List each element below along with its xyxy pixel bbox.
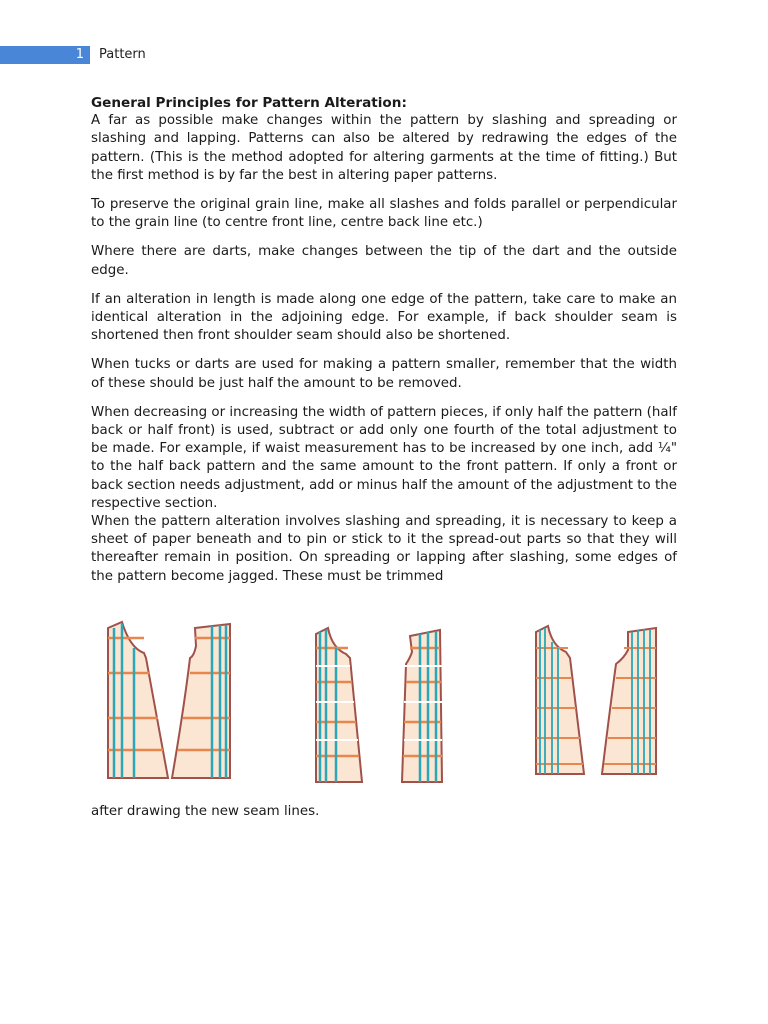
closing-sentence: after drawing the new seam lines.	[91, 804, 320, 819]
header-title: Pattern	[99, 47, 146, 62]
paragraph: When tucks or darts are used for making a pattern smaller, remember that the width of these should be just half the amount to be removed.	[91, 357, 677, 391]
pattern-pair-1	[108, 622, 230, 778]
paragraph: When the pattern alteration involves slashing and spreading, it is necessary to keep a sheet of paper beneath and to pin or stick to it the spread-out parts so that they will thereafter remain in position. On spreading or lapping after slashing, some edges of the pattern become jagged. These must be trimmed	[91, 514, 677, 584]
back-pattern-piece	[108, 622, 168, 778]
paragraph: Where there are darts, make changes between the tip of the dart and the outside edge.	[91, 244, 677, 278]
lapped-back-piece	[536, 626, 584, 774]
pattern-pair-2	[316, 628, 442, 782]
pattern-illustrations	[100, 618, 670, 788]
front-pattern-piece	[172, 624, 230, 778]
paragraph: A far as possible make changes within the pattern by slashing and spreading or slashing and lapping. Patterns can also be altered by redrawing the edges of the pattern. (This is the method adopted for altering garments at the time of fitting.) But the first method is by far the best in altering paper patterns.	[91, 113, 677, 183]
page-number: 1	[75, 47, 84, 62]
lapped-front-piece	[602, 628, 656, 774]
paragraph: When decreasing or increasing the width of pattern pieces, if only half the pattern (half back or half front) is used, subtract or add only one fourth of the total adjustment to be made. For example, if waist measurement has to be increased by one inch, add ¼" to the half back pattern and the same amount to the front pattern. If only a front or back section needs adjustment, add or minus half the amount of the adjustment to the respective section.	[91, 404, 677, 511]
document-body	[91, 94, 677, 586]
slashed-back-piece	[316, 628, 362, 782]
paragraph: If an alteration in length is made along one edge of the pattern, take care to make an identical alteration in the adjoining edge. For example, if back shoulder seam is shortened then front shoulder seam should also be shortened.	[91, 291, 677, 344]
section-heading: General Principles for Pattern Alteration:	[91, 95, 407, 111]
paragraph: To preserve the original grain line, make all slashes and folds parallel or perpendicular to the grain line (to centre front line, centre back line etc.)	[91, 197, 677, 231]
slashed-front-piece	[402, 630, 442, 782]
pattern-pair-3	[536, 626, 656, 774]
